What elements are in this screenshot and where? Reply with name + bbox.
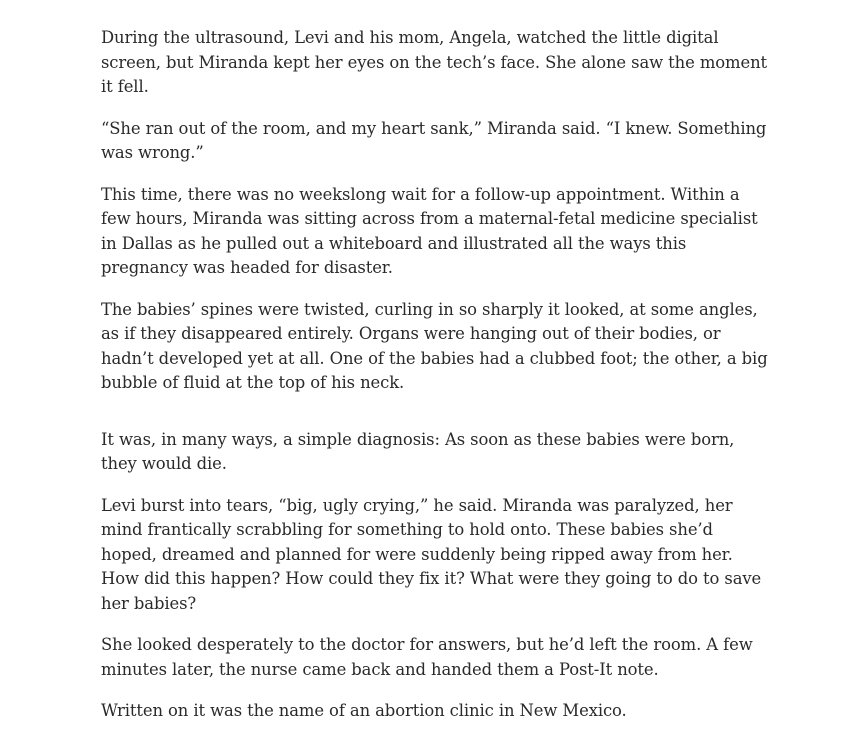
paragraph-diagnosis: It was, in many ways, a simple diagnosis: As soon as these babies were born, they would die. (101, 429, 735, 473)
paragraph-reaction: Levi burst into tears, “big, ugly crying,” he said. Miranda was paralyzed, her mind frantically scrabbling for something to hold onto. These babies she’d hoped, dreamed and planned for were suddenly being ripped away from her. How did this happen? How could they fix it? What were they going to do to save her babies? (101, 495, 762, 613)
paragraph-ultrasound: During the ultrasound, Levi and his mom, Angela, watched the little digital screen, but Miranda kept her eyes on the tech’s face. She alone saw the moment it fell. (101, 28, 768, 96)
paragraph-post-it: She looked desperately to the doctor for answers, but he’d left the room. A few minutes later, the nurse came back and handed them a Post-It note. (101, 635, 753, 679)
paragraph-specialist: This time, there was no weekslong wait for a follow-up appointment. Within a few hours, Miranda was sitting across from a maternal-fetal medicine specialist in Dallas as he pulled out a whiteboard and illustrated all the ways this pregnancy was headed for disaster. (101, 184, 758, 277)
paragraph-quote: “She ran out of the room, and my heart sank,” Miranda said. “I knew. Something was wrong.” (101, 118, 767, 162)
paragraph-clinic: Written on it was the name of an abortion clinic in New Mexico. (101, 701, 627, 720)
article-body (101, 26, 769, 741)
paragraph-diagnosis-details: The babies’ spines were twisted, curling in so sharply it looked, at some angles, as if they disappeared entirely. Organs were hanging out of their bodies, or hadn’t developed yet at all. One of the babies had a clubbed foot; the other, a big bubble of fluid at the top of his neck. (101, 299, 768, 392)
